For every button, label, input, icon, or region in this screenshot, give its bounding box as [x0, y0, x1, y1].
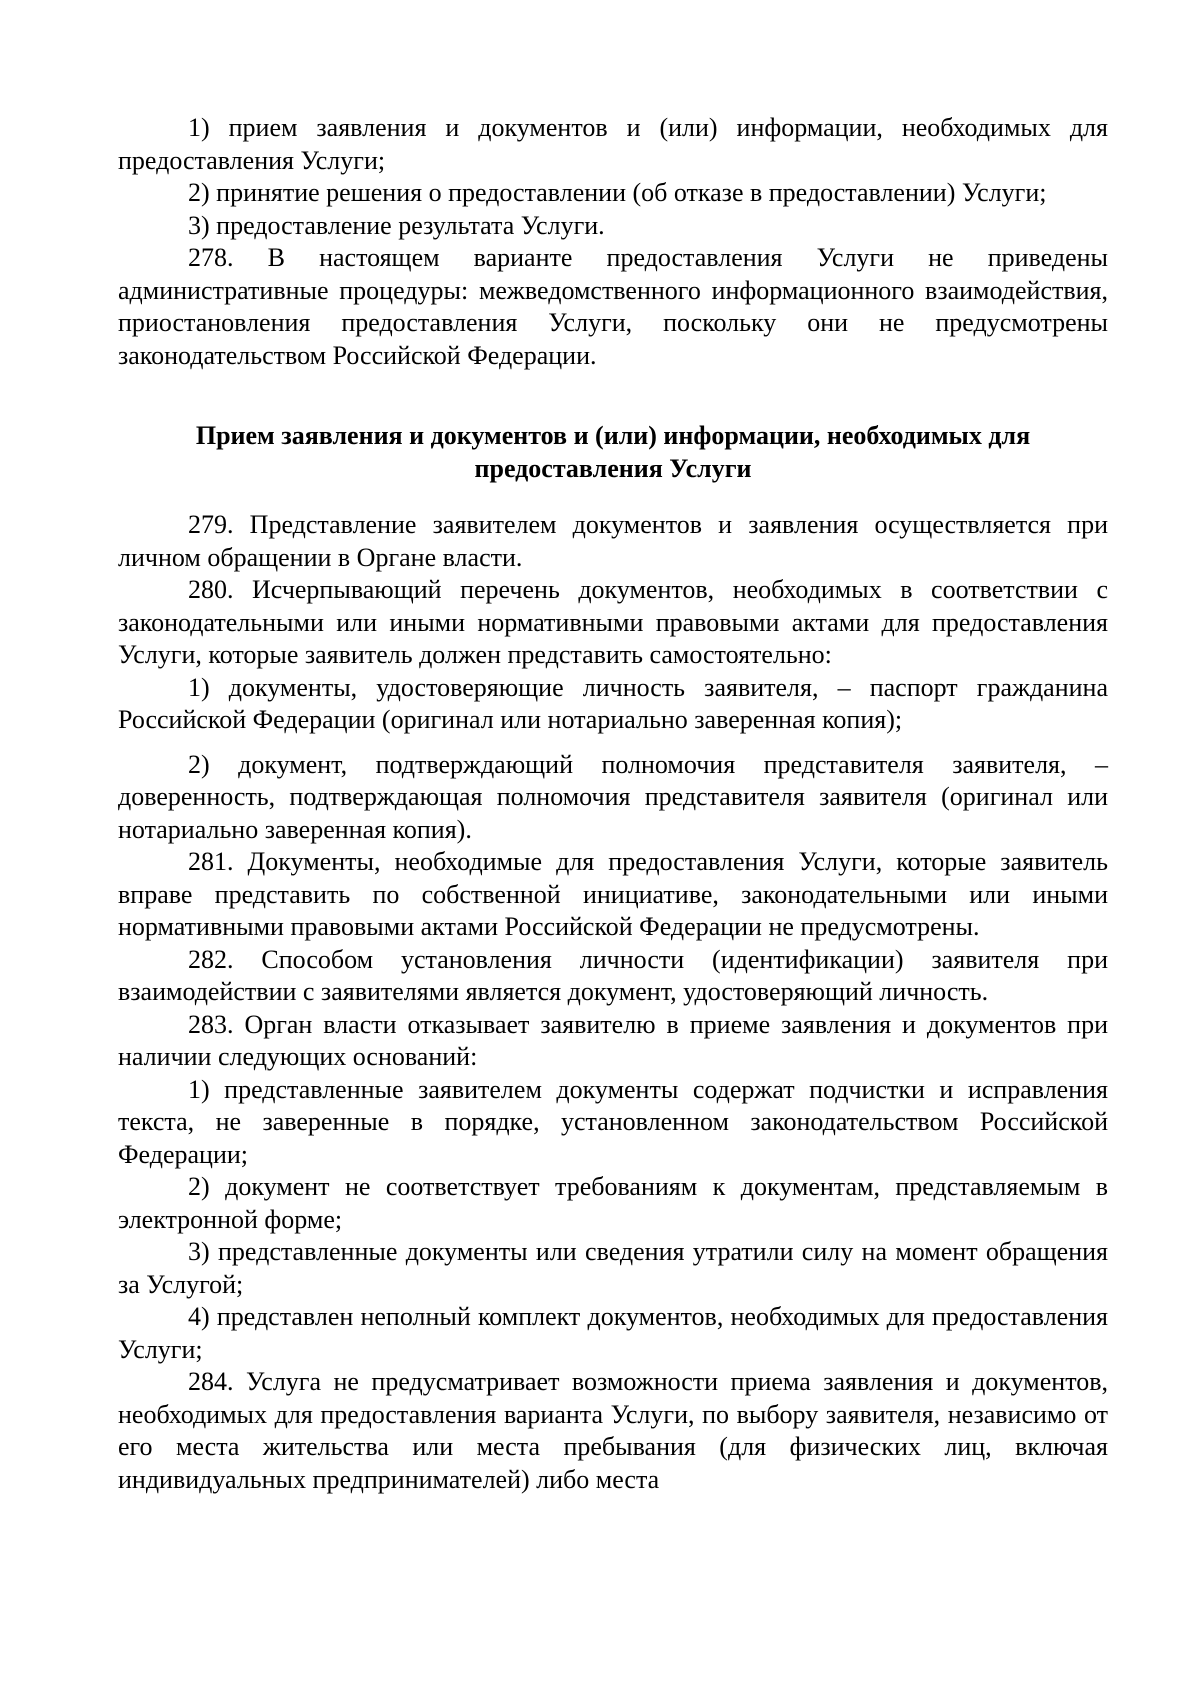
paragraph-283-item-4: 4) представлен неполный комплект документов, необходимых для предоставления Услуги; — [118, 1302, 1108, 1364]
paragraph-283-item-3: 3) представленные документы или сведения утратили силу на момент обращения за Услугой; — [118, 1237, 1108, 1299]
list-item-2: 2) принятие решения о предоставлении (об отказе в предоставлении) Услуги; — [188, 178, 1047, 207]
document-body — [118, 112, 1108, 1496]
paragraph-282: 282. Способом установления личности (идентификации) заявителя при взаимодействии с заявителями является документ, удостоверяющий личность. — [118, 944, 1108, 1006]
paragraph-283-item-1: 1) представленные заявителем документы содержат подчистки и исправления текста, не заверенные в порядке, установленном законодательством Российской Федерации; — [118, 1074, 1108, 1169]
paragraph-279: 279. Представление заявителем документов и заявления осуществляется при личном обращении в Органе власти. — [118, 510, 1108, 572]
paragraph-283-item-2: 2) документ не соответствует требованиям к документам, представляемым в электронной форме; — [118, 1172, 1108, 1234]
paragraph-281: 281. Документы, необходимые для предоставления Услуги, которые заявитель вправе представить по собственной инициативе, законодательными или иными нормативными правовыми актами Российской Федерации не предусмотрены. — [118, 847, 1108, 941]
section-heading-line-1: Прием заявления и документов и (или) информации, необходимых для — [195, 421, 1031, 450]
paragraph-280: 280. Исчерпывающий перечень документов, необходимых в соответствии с законодательными или иными нормативными правовыми актами для предоставления Услуги, которые заявитель должен представить самостоятельно: — [118, 575, 1108, 669]
section-heading — [118, 420, 1108, 485]
list-item-3: 3) предоставление результата Услуги. — [188, 210, 605, 240]
paragraph-280-item-1: 1) документы, удостоверяющие личность заявителя, – паспорт гражданина Российской Федерации (оригинал или нотариально заверенная копия); — [118, 672, 1108, 734]
list-item-1: 1) прием заявления и документов и (или) информации, необходимых для предоставления Услуги; — [118, 113, 1108, 175]
paragraph-280-item-2: 2) документ, подтверждающий полномочия представителя заявителя, – доверенность, подтверждающая полномочия представителя заявителя (оригинал или нотариально заверенная копия). — [118, 749, 1108, 844]
paragraph-284: 284. Услуга не предусматривает возможности приема заявления и документов, необходимых для предоставления варианта Услуги, по выбору заявителя, независимо от его места жительства или места пребывания (для физических лиц, включая индивидуальных предпринимателей) либо места — [118, 1367, 1108, 1494]
section-heading-line-2: предоставления Услуги — [474, 453, 752, 483]
paragraph-283: 283. Орган власти отказывает заявителю в приеме заявления и документов при наличии следующих оснований: — [118, 1009, 1108, 1071]
paragraph-278: 278. В настоящем варианте предоставления Услуги не приведены административные процедуры: межведомственного информационного взаимодействия, приостановления предоставления Услуги, поскольку они не предусмотрены законодательством Российской Федерации. — [118, 243, 1108, 370]
